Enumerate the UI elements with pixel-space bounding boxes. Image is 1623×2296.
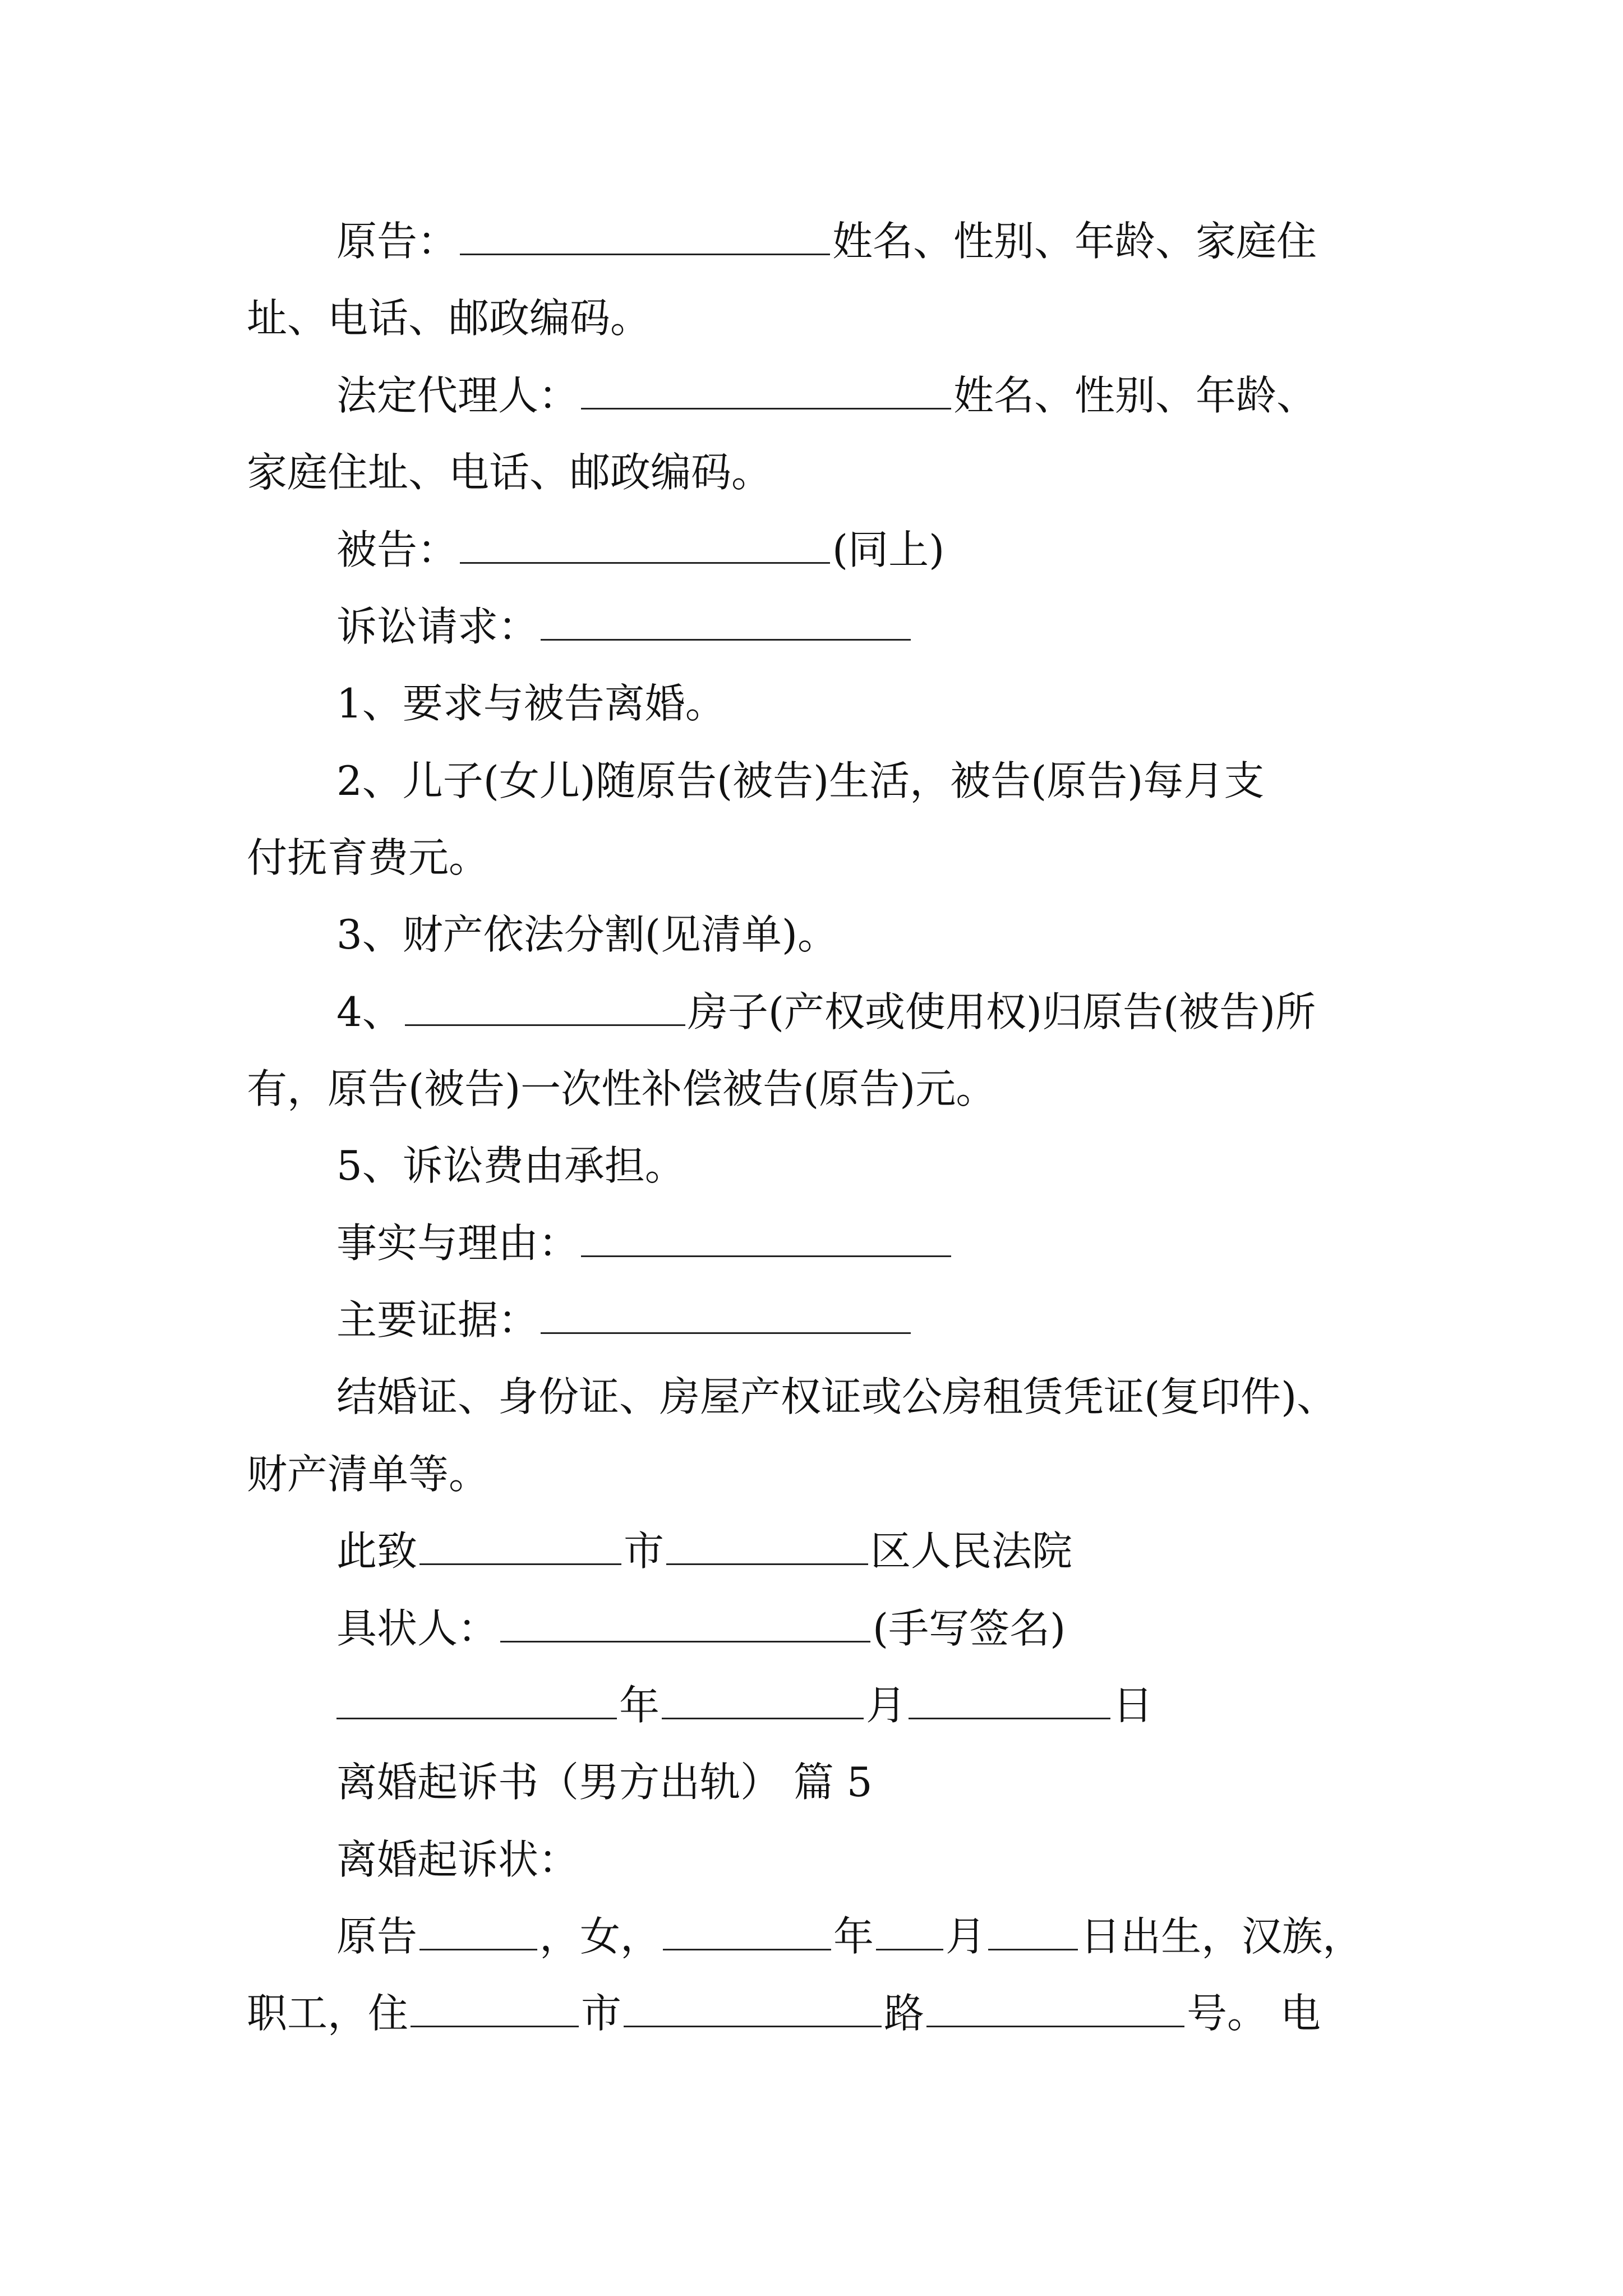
plaintiff-detail-line: 原告 ，女， 年 月 日出生，汉族， xyxy=(336,1906,1363,1967)
legal-agent-line-cont xyxy=(247,441,772,503)
city-blank[interactable] xyxy=(419,1524,621,1565)
legal-agent-label: 法定代理人： xyxy=(336,372,579,419)
address-city-blank[interactable] xyxy=(411,1986,579,2027)
signer-line: 具状人： (手写签名) xyxy=(336,1598,1066,1659)
plaintiff-fields-cont: 址、电话、邮政编码。 xyxy=(247,295,651,342)
claims-label: 诉讼请求： xyxy=(336,603,539,650)
legal-agent-blank[interactable] xyxy=(581,369,951,409)
month-blank[interactable] xyxy=(662,1678,864,1719)
birth-year-blank[interactable] xyxy=(663,1910,831,1950)
defendant-blank[interactable] xyxy=(460,523,830,564)
address-number-blank[interactable] xyxy=(926,1986,1184,2027)
claim-4: 4、 房子(产权或使用权)归原告(被告)所 xyxy=(336,981,1316,1043)
evidence-list-cont: 财产清单等。 xyxy=(247,1451,490,1498)
evidence-list: 结婚证、身份证、房屋产权证或公房租赁凭证(复印件)、 xyxy=(336,1373,1338,1420)
house-blank[interactable] xyxy=(405,985,685,1026)
complaint-title: 离婚起诉状： xyxy=(336,1836,579,1883)
plaintiff-address-line: 职工，住 市 路 号。 电 xyxy=(247,1982,1321,2044)
birth-day-blank[interactable] xyxy=(988,1910,1078,1950)
facts-blank[interactable] xyxy=(581,1216,951,1257)
evidence-label: 主要证据： xyxy=(336,1296,539,1343)
legal-agent-line xyxy=(336,365,1317,426)
facts-label: 事实与理由： xyxy=(336,1220,579,1267)
evidence-line xyxy=(336,1289,913,1351)
claim-2: 2、儿子(女儿)随原告(被告)生活，被告(原告)每月支 xyxy=(336,757,1265,804)
year-blank[interactable] xyxy=(336,1678,617,1719)
claim-2-cont: 付抚育费元。 xyxy=(247,834,490,881)
birth-month-blank[interactable] xyxy=(876,1910,943,1950)
plaintiff-blank[interactable] xyxy=(460,214,830,255)
defendant-line xyxy=(336,519,944,581)
legal-agent-fields-text: 姓名、性别、年龄、 xyxy=(953,372,1317,419)
plaintiff-line-cont xyxy=(247,287,651,349)
plaintiff-name-blank[interactable] xyxy=(419,1910,537,1950)
defendant-label: 被告： xyxy=(336,526,458,573)
district-blank[interactable] xyxy=(666,1524,868,1565)
section-heading: 离婚起诉书（男方出轨） 篇 5 xyxy=(336,1759,873,1806)
facts-line xyxy=(336,1212,953,1274)
signature-blank[interactable] xyxy=(500,1602,870,1642)
claims-line xyxy=(336,596,913,657)
claim-1: 1、要求与被告离婚。 xyxy=(336,680,726,727)
plaintiff-label: 原告： xyxy=(336,218,458,265)
claim-3: 3、财产依法分割(见清单)。 xyxy=(336,911,838,958)
claim-4-cont: 有，原告(被告)一次性补偿被告(原告)元。 xyxy=(247,1065,997,1112)
address-road-blank[interactable] xyxy=(624,1986,882,2027)
legal-agent-fields-cont: 家庭住址、电话、邮政编码。 xyxy=(247,449,772,496)
signer-label: 具状人： xyxy=(336,1605,499,1652)
claim-5: 5、诉讼费由承担。 xyxy=(336,1142,685,1189)
evidence-blank[interactable] xyxy=(541,1293,911,1334)
date-line: 年 月 日 xyxy=(336,1674,1153,1736)
claims-blank[interactable] xyxy=(541,600,911,641)
defendant-same-text: (同上) xyxy=(832,526,945,573)
court-line: 此致 市 区人民法院 xyxy=(336,1520,1072,1582)
day-blank[interactable] xyxy=(909,1678,1110,1719)
plaintiff-fields-text: 姓名、性别、年龄、家庭住 xyxy=(832,218,1317,265)
plaintiff-line xyxy=(336,210,1317,272)
